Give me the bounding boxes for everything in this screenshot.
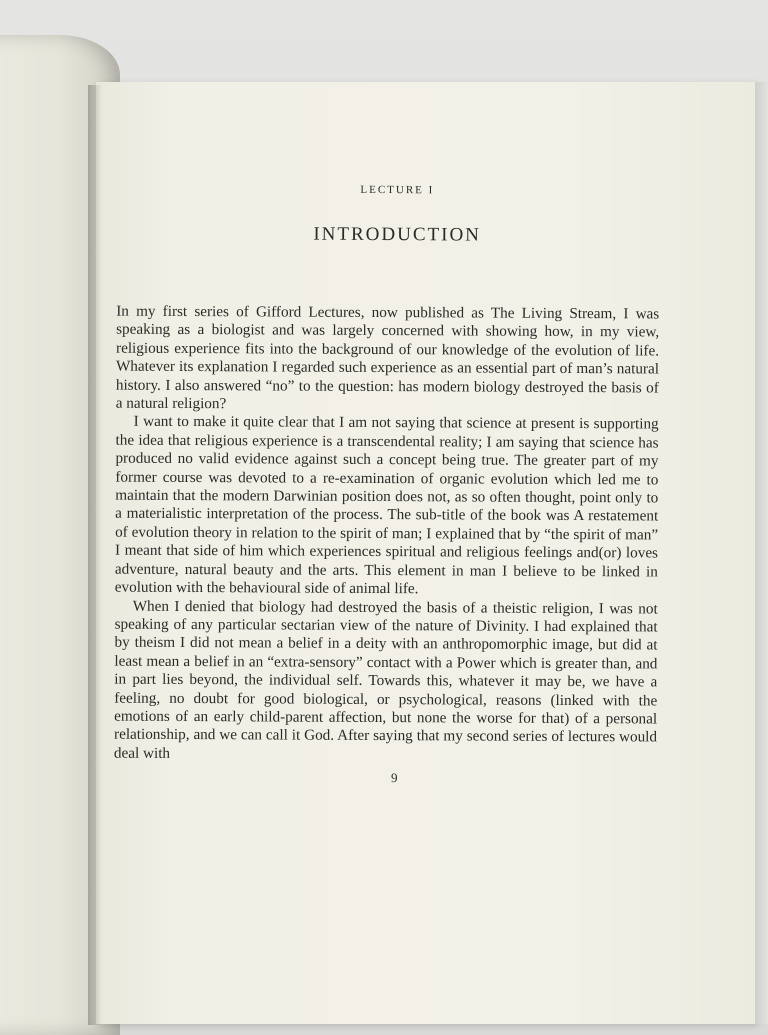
chapter-title: INTRODUCTION	[313, 223, 481, 246]
page-edge	[755, 82, 768, 1024]
lecture-label: LECTURE I	[360, 183, 435, 197]
paragraph-1: In my first series of Gifford Lectures, now published as The Living Stream, I was speaking as a biologist and was largely concerned with showing how, in my view, religious experience fits into the background of our knowledge of the evolution of life. Whatever its explanation I regarded such experience as an essential part of man’s natural history. I also answered “no” to the question: has modern biology destroyed the basis of a natural religion?	[115, 302, 660, 413]
paragraph-3: When I denied that biology had destroyed the basis of a theistic religion, I was not speaking of any particular sectarian view of the nature of Divinity. I had explained that by theism I did not mean a belief in a deity with an anthropomorphic image, but did at least mean a belief in an “extra-sensory” contact with a Power which is greater than, and in part lies beyond, the individual self. Towards this, whatever it may be, we have a feeling, no doubt for good biological, or psychological, reasons (linked with the emotions of an early child-parent affection, but none the worse for that) of a personal relationship, and we can call it God. After saying that my second series of lectures would deal with	[113, 597, 658, 762]
paragraph-2: I want to make it quite clear that I am not saying that science at present is supporting the idea that religious experience is a transcendental reality; I am saying that science has produced no valid evidence against such a concept being true. The greater part of my former course was devoted to a re-examination of organic evolution which led me to maintain that the modern Darwinian position does not, as so often thought, point only to a materialistic interpretation of the process. The sub-title of the book was A restatement of evolution theory in relation to the spirit of man; I explained that by “the spirit of man” I meant that side of him which experiences spiritual and religious feelings and(or) loves adventure, natural beauty and the arts. This element in man I believe to be linked in evolution with the behavioural side of animal life.	[114, 413, 659, 598]
page-text-block	[92, 169, 660, 788]
page-number: 9	[391, 770, 398, 786]
body-text	[92, 303, 659, 766]
